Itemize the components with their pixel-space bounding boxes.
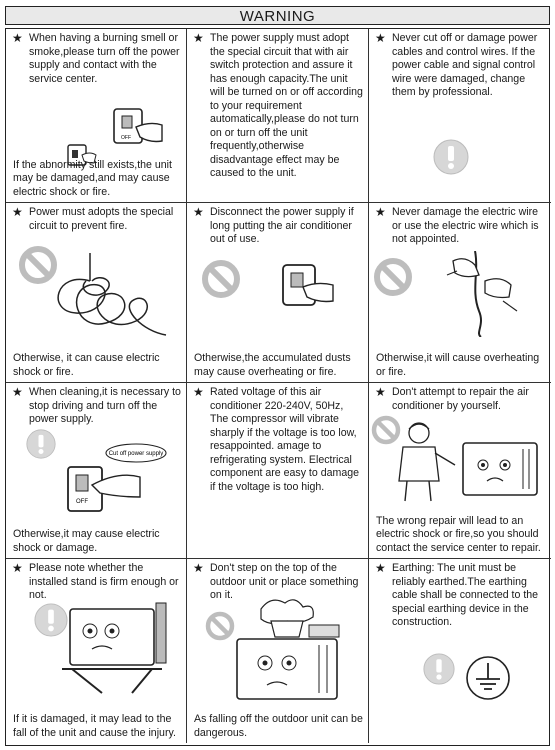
warning-cell-self-repair [369,383,551,559]
warning-consequence: The wrong repair will lead to an electric shock or fire,so you should contact the service center to repair. [376,514,541,554]
star-icon: ★ [193,385,204,399]
warning-cell-stand-firm [6,559,187,743]
star-icon: ★ [375,205,386,219]
warning-consequence: Otherwise,it may cause electric shock or damage. [13,528,160,554]
tangled-cable-icon [46,251,176,341]
warning-consequence: Otherwise,the accumulated dusts may cause overheating or fire. [194,352,351,378]
warning-cell-prevent-fire [6,203,187,383]
warning-cell-special-circuit [187,29,369,203]
warning-consequence: Otherwise, it can cause electric shock or fire. [13,352,160,378]
star-icon: ★ [375,561,386,575]
repairman-icon [389,419,459,503]
hand-on-switch-icon [277,261,337,311]
hands-pulling-wire-icon [445,251,525,337]
warning-text: ★ Earthing: The unit must be reliably earthed.The earthing cable shall be connected to the special earthing device in the construction. [375,561,539,628]
warning-consequence: If the abnormity still exists,the unit may be damaged,and may cause electric shock or fire. [13,158,172,198]
warning-consequence: If it is damaged, it may lead to the fall of the unit and cause the injury. [13,713,176,739]
svg-text:OFF: OFF [121,135,131,141]
warning-text: ★ The power supply must adopt the special circuit that with air switch protection and assure it has enough capacity.The unit will be turned on or off according to your requirement automatically,please do not turn on or turn off the unit frequently,otherwise disadvantage effect may be caused to the unit. [193,31,363,179]
warning-text: ★ Disconnect the power supply if long putting the air conditioner out of use. [193,205,354,245]
star-icon: ★ [12,385,23,399]
warning-text: ★ Never cut off or damage power cables and control wires. If the power cable and signal control wire were damaged, change them by professional. [375,31,538,98]
warning-text: ★ Power must adopts the special circuit to prevent fire. [12,205,174,232]
warning-page [5,6,550,746]
hand-on-switch-icon [48,441,168,525]
star-icon: ★ [193,31,204,45]
outdoor-unit-on-bracket-icon [62,599,172,695]
warning-grid [5,28,550,746]
warning-consequence: Otherwise,it will cause overheating or fire. [376,352,540,378]
warning-cell-burning-smell [6,29,187,203]
star-icon: ★ [193,561,204,575]
warning-cell-rated-voltage [187,383,369,559]
warning-text: ★ Please note whether the installed stand is firm enough or not. [12,561,179,601]
outdoor-unit-icon [461,437,541,501]
warning-cell-disconnect-power [187,203,369,383]
prohibition-icon [373,257,413,297]
exclamation-icon [423,653,455,685]
warning-text: ★ When having a burning smell or smoke,please turn off the power supply and contact with the service center. [12,31,180,85]
earth-ground-icon [465,655,511,701]
page-title: WARNING [5,6,550,25]
star-icon: ★ [375,385,386,399]
star-icon: ★ [12,205,23,219]
star-icon: ★ [193,205,204,219]
star-icon: ★ [12,31,23,45]
star-icon: ★ [12,561,23,575]
warning-text: ★ When cleaning,it is necessary to stop driving and turn off the power supply. [12,385,181,425]
exclamation-icon [433,139,469,175]
warning-cell-electric-wire [369,203,551,383]
warning-text: ★ Don't step on the top of the outdoor unit or place something on it. [193,561,359,601]
switch-label: OFF [76,499,88,505]
prohibition-icon [201,259,241,299]
star-icon: ★ [375,31,386,45]
warning-cell-earthing [369,559,551,743]
warning-text: ★ Rated voltage of this air conditioner 220-240V, 50Hz, The compressor will vibrate sharply if the voltage is too low, resappointed. amage to refrigerating system. Electrical component are easy to damage if the voltage is too high. [193,385,359,493]
warning-text: ★ Never damage the electric wire or use the electric wire which is not appointed. [375,205,539,245]
warning-cell-cleaning [6,383,187,559]
speech-bubble-text: Cut off power supply [108,451,164,457]
warning-text: ★ Don't attempt to repair the air conditioner by yourself. [375,385,529,412]
warning-consequence: As falling off the outdoor unit can be dangerous. [194,713,363,739]
warning-cell-dont-step [187,559,369,743]
warning-cell-power-cables [369,29,551,203]
outdoor-unit-with-plant-icon [231,595,363,705]
